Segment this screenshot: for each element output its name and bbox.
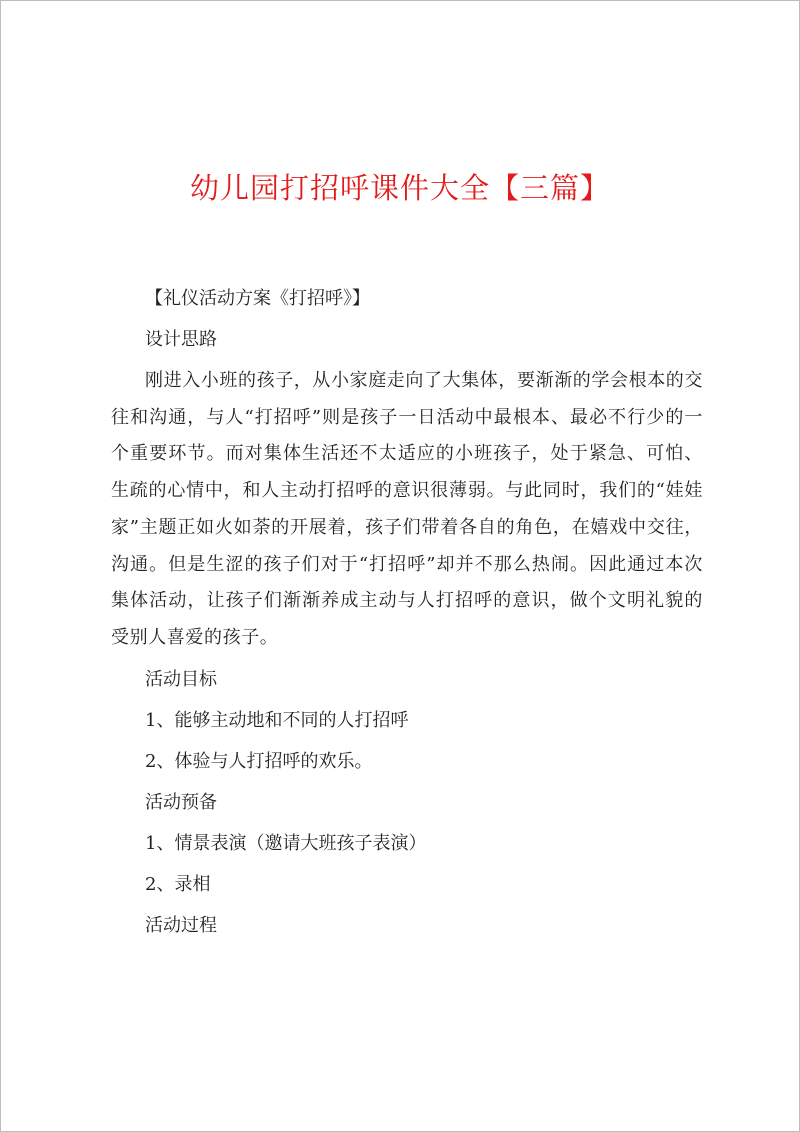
document-body <box>111 286 703 954</box>
section-heading: 【礼仪活动方案《打招呼》】 <box>145 288 370 309</box>
goals-heading: 活动目标 <box>145 668 217 690</box>
design-paragraph: 刚进入小班的孩子，从小家庭走向了大集体，要渐渐的学会根本的交往和沟通，与人“打招呼”则是孩子一日活动中最根本、最必不行少的一个重要环节。而对集体生活还不太适应的小班孩子，处于紧急、可怕、生疏的心情中，和人主动打招呼的意识很薄弱。与此同时，我们的“娃娃家”主题正如火如荼的开展着，孩子们带着各自的角色，在嬉戏中交往，沟通。但是生涩的孩子们对于“打招呼”却并不那么热闹。因此通过本次集体活动，让孩子们渐渐养成主动与人打招呼的意识，做个文明礼貌的受别人喜爱的孩子。 <box>111 370 703 648</box>
prep-heading: 活动预备 <box>145 791 217 813</box>
process-heading: 活动过程 <box>145 914 217 936</box>
prep-item: 1、情景表演（邀请大班孩子表演） <box>145 832 427 854</box>
goal-item: 2、体验与人打招呼的欢乐。 <box>145 750 373 772</box>
prep-item: 2、录相 <box>145 873 211 895</box>
document-title: 幼儿园打招呼课件大全【三篇】 <box>189 171 610 205</box>
goal-item: 1、能够主动地和不同的人打招呼 <box>145 709 409 731</box>
design-heading: 设计思路 <box>145 329 217 350</box>
